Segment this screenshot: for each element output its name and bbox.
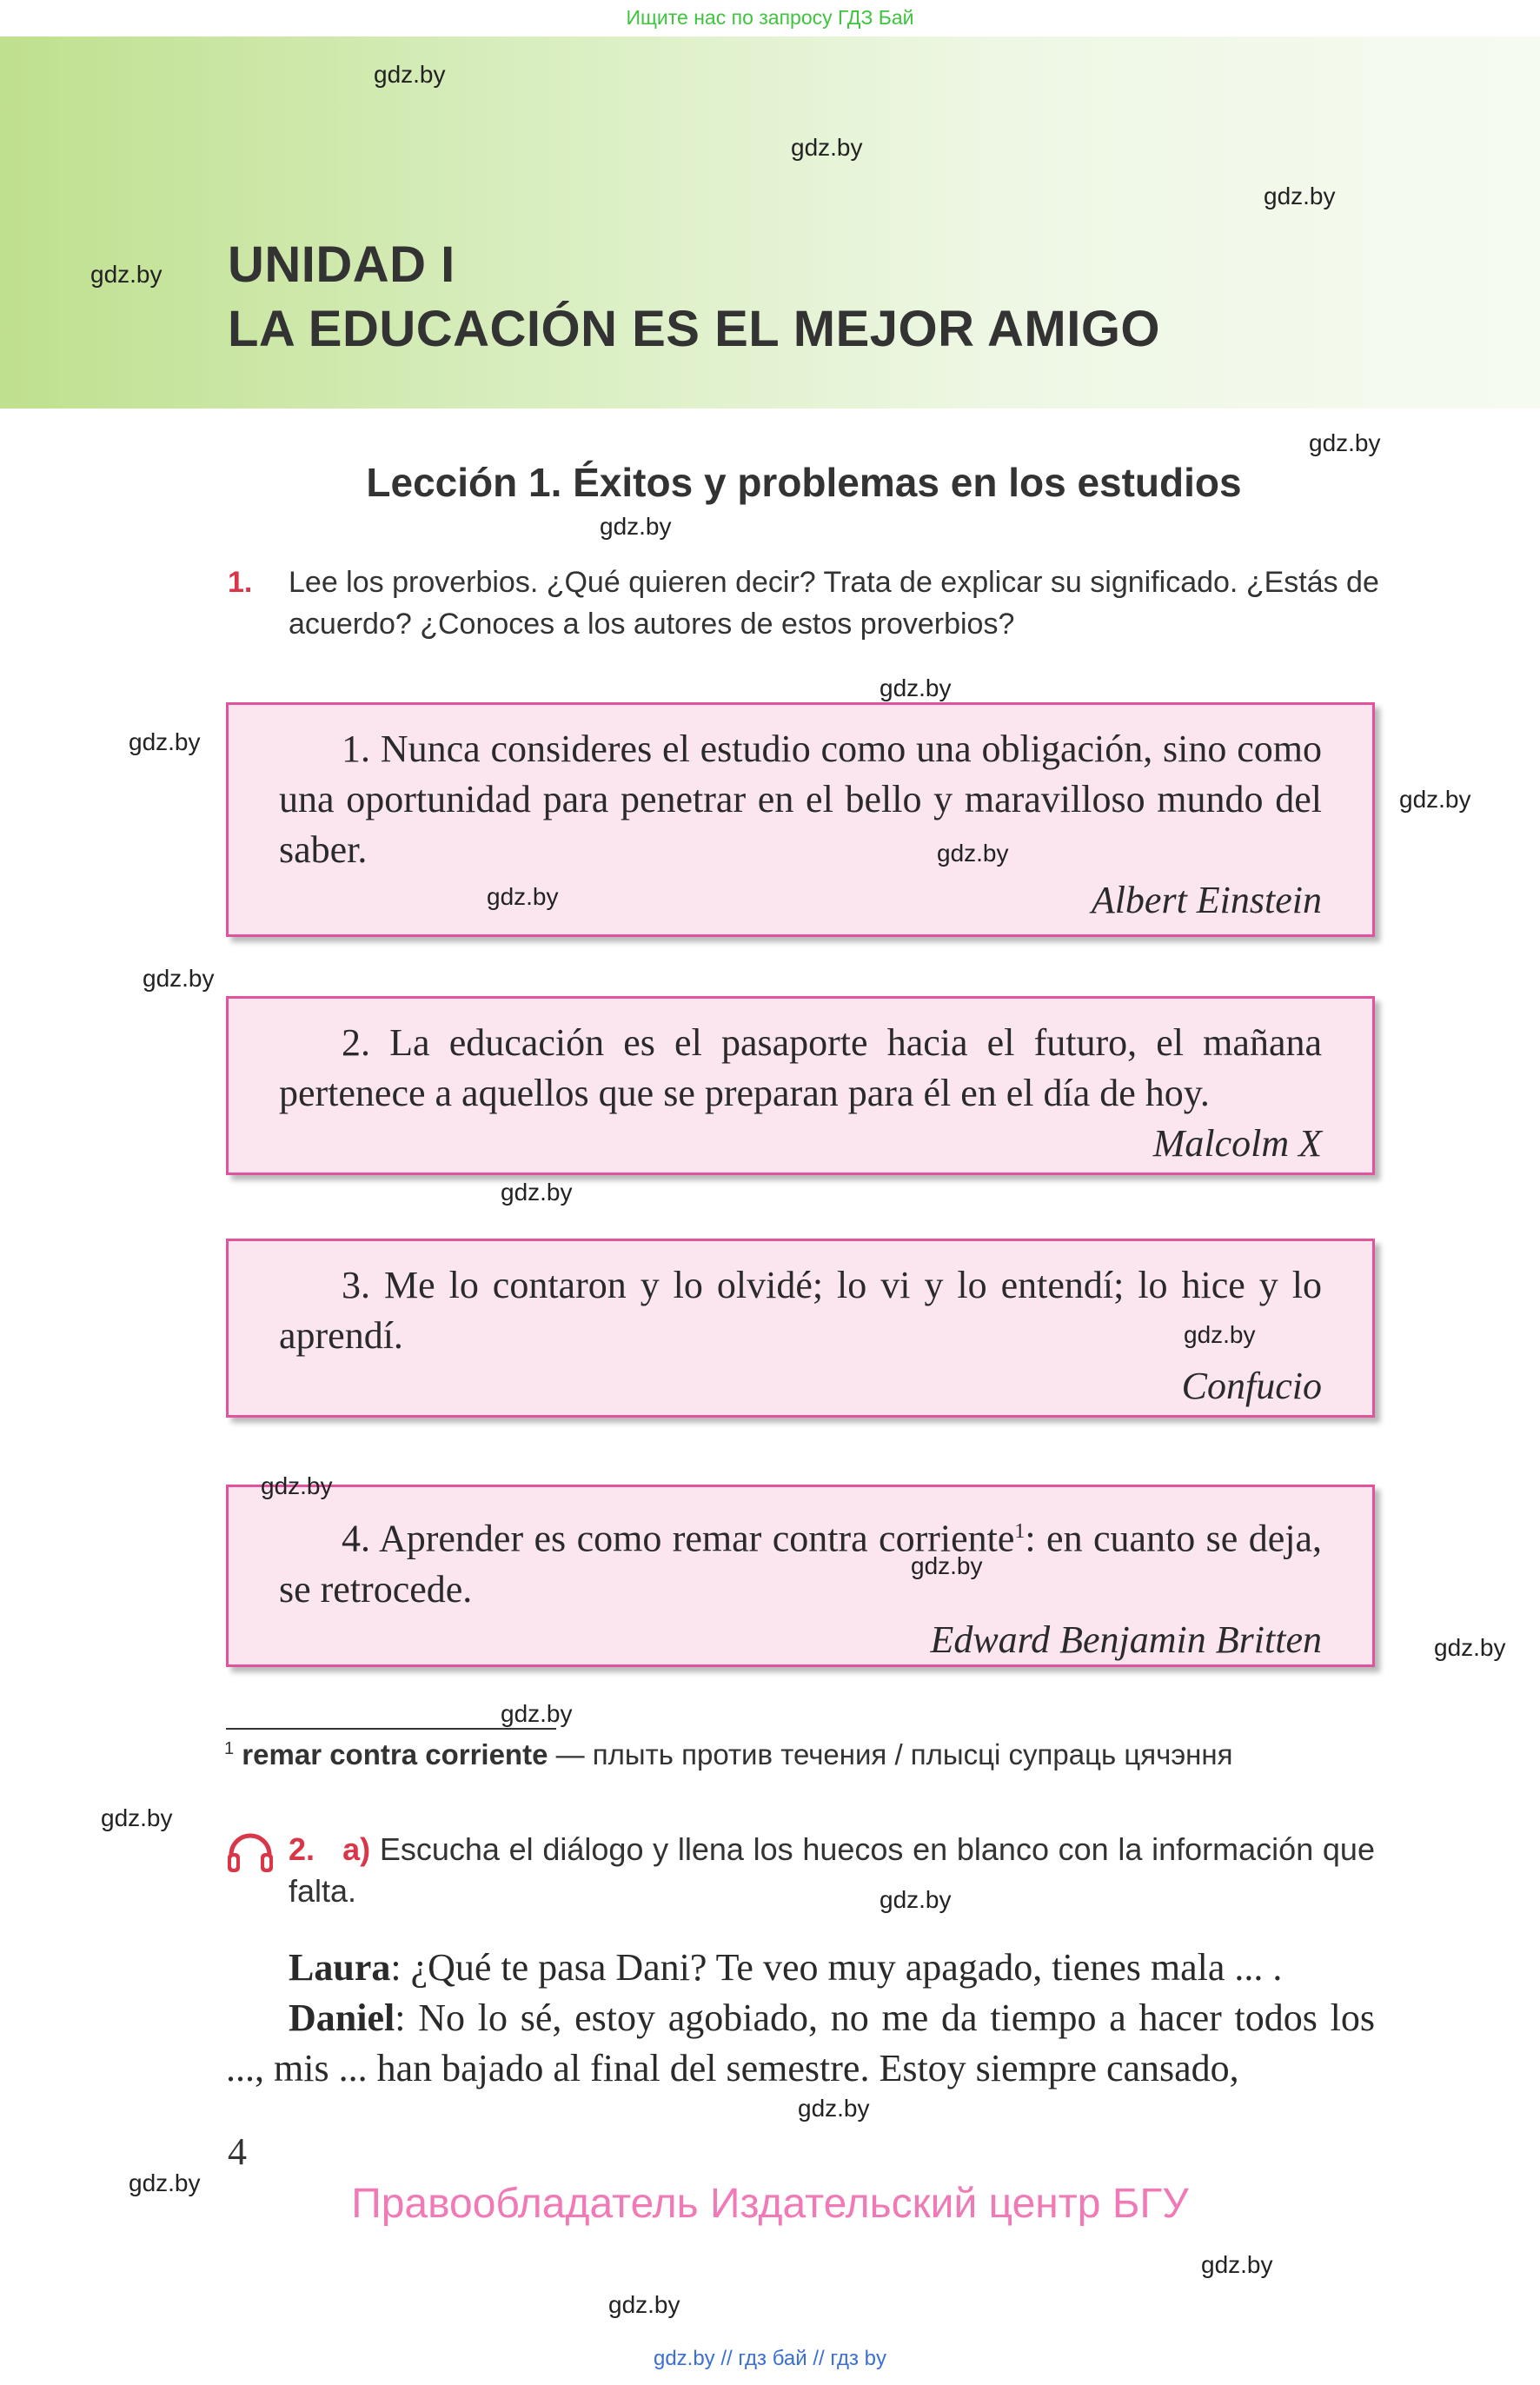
task-1-number: 1. [228,566,253,599]
task-2-number: 2. [289,1831,315,1867]
watermark: gdz.by [374,61,446,88]
watermark: gdz.by [1264,183,1336,209]
task-1 [228,561,1470,645]
task-2-instructions: Escucha el diálogo y llena los huecos en blanco con la información que falta. [289,1831,1375,1909]
unit-title [228,233,1160,362]
task-2 [289,1829,1375,1912]
dialogue [226,1943,1375,2094]
footnote-marker[interactable]: 1 [1014,1520,1026,1543]
watermark: gdz.by [791,134,863,161]
headphones-icon[interactable] [224,1825,276,1877]
watermark: gdz.by [129,2169,201,2196]
proverb-author: Albert Einstein [1091,879,1322,921]
unit-number: UNIDAD I [228,236,455,293]
watermark: gdz.by [101,1804,173,1831]
proverb-box-2 [226,996,1375,1175]
watermark: gdz.by [911,1552,983,1579]
watermark: gdz.by [487,883,559,910]
task-2-part: a) [342,1831,371,1867]
dialogue-text: : No lo sé, estoy agobiado, no me da tiempo a hacer todos los ..., mis ... han bajado al final del semestre. Estoy siempre cansado, [226,1996,1375,2089]
page-number: 4 [228,2130,247,2173]
proverb-box-1 [226,702,1375,937]
footnote-mark: 1 [224,1739,235,1758]
watermark: gdz.by [501,1179,573,1206]
task-1-instructions: Lee los proverbios. ¿Qué quieren decir? Trata de explicar su significado. ¿Estás de acuerdo? ¿Conoces a los autores de estos proverbios? [289,566,1379,641]
lesson-title: Lección 1. Éxitos y problemas en los estudios [366,460,1242,505]
footnote-translation: — плыть против течения / плысці супраць цячэння [555,1738,1233,1770]
watermark: gdz.by [1201,2251,1273,2278]
footnote [224,1738,1232,1771]
watermark: gdz.by [1184,1321,1256,1348]
watermark: gdz.by [937,840,1009,867]
watermark: gdz.by [600,513,672,540]
proverb-text: 3. Me lo contaron y lo olvidé; lo vi y lo entendí; lo hice y lo aprendí. [279,1264,1322,1357]
dialogue-line [226,1943,1375,1993]
watermark: gdz.by [90,261,163,288]
proverb-author: Confucio [1181,1365,1322,1407]
unit-name: LA EDUCACIÓN ES EL MEJOR AMIGO [228,301,1161,357]
watermark: gdz.by [261,1472,333,1499]
proverb-box-4 [226,1485,1375,1667]
watermark: gdz.by [880,1886,952,1913]
copyright-notice: Правообладатель Издательский центр БГУ [351,2181,1189,2227]
watermark: gdz.by [798,2095,870,2122]
proverb-author: Malcolm X [1152,1122,1322,1165]
proverb-text: 1. Nunca consideres el estudio como una obligación, sino como una oportunidad para penetrar en el bello y maravilloso mundo del saber. [279,727,1322,871]
proverb-text: 2. La educación es el pasaporte hacia el futuro, el mañana pertenece a aquellos que se preparan para él en el día de hoy. [279,1021,1322,1114]
proverb-author: Edward Benjamin Britten [930,1618,1322,1661]
watermark: gdz.by [1309,429,1381,456]
watermark: gdz.by [129,728,201,755]
dialogue-line [226,1993,1375,2094]
watermark: gdz.by [608,2291,680,2318]
dialogue-text: : ¿Qué te pasa Dani? Te veo muy apagado, tienes mala ... . [390,1946,1283,1989]
watermark: gdz.by [1434,1634,1506,1661]
watermark: gdz.by [880,674,952,701]
proverb-text: 4. Aprender es como remar contra corriente$^1$: en cuanto se deja, se retrocede. [279,1517,1322,1611]
speaker-name: Daniel [289,1996,395,2039]
watermark: gdz.by [501,1700,573,1727]
watermark: gdz.by [1399,786,1471,813]
footnote-term: remar contra corriente [242,1738,548,1770]
footnote-divider [226,1728,556,1730]
top-banner[interactable]: Ищите нас по запросу ГДЗ Бай [626,6,914,29]
watermark: gdz.by [143,965,215,992]
bottom-banner[interactable]: gdz.by // гдз бай // гдз by [653,2347,887,2370]
speaker-name: Laura [289,1946,391,1989]
